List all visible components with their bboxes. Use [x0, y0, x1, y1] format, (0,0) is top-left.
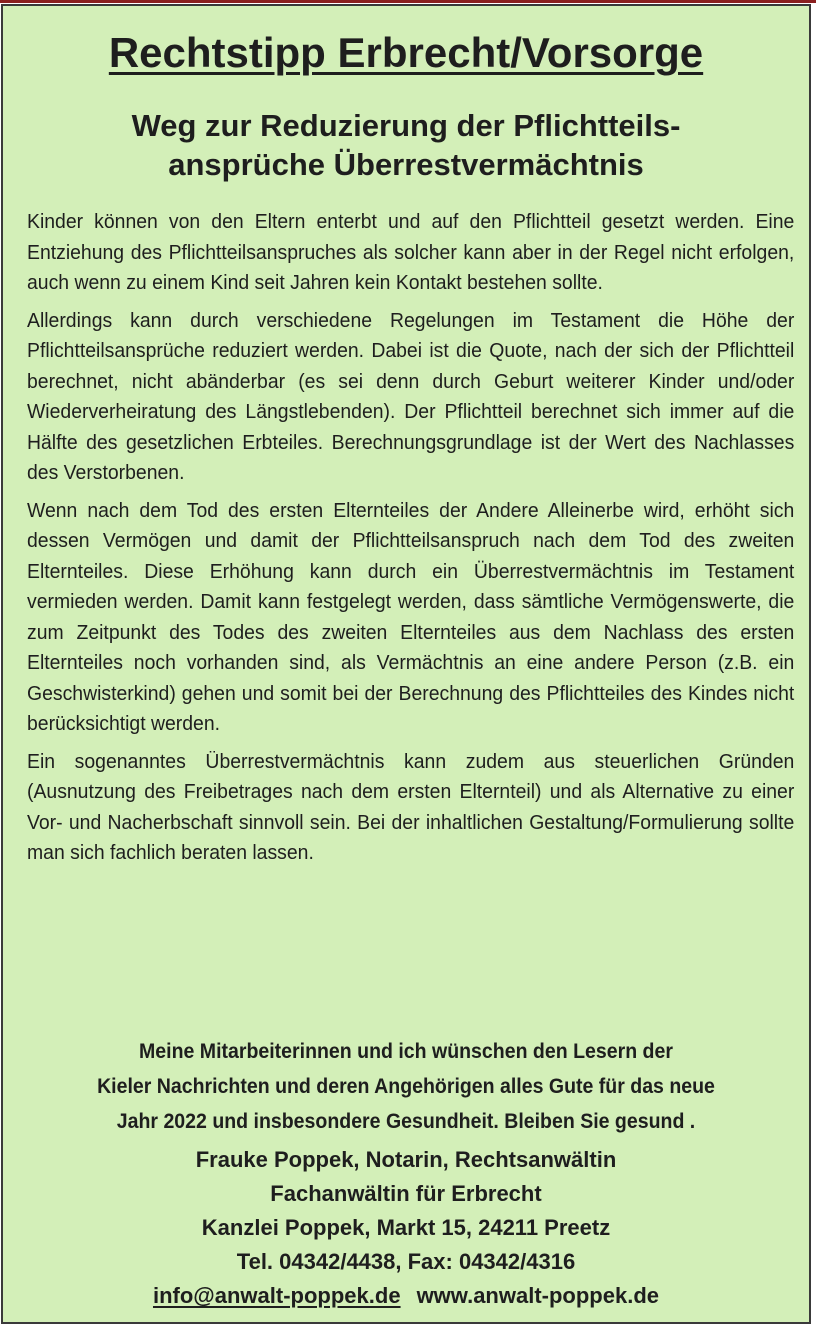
greeting-line-1: Meine Mitarbeiterinnen und ich wünschen den Lesern der — [139, 1040, 673, 1063]
new-year-greeting — [23, 1034, 789, 1139]
contact-phone-fax: Tel. 04342/4438, Fax: 04342/4316 — [236, 1249, 576, 1274]
paragraph-4: Ein sogenanntes Überrestvermächtnis kann zudem aus steuerlichen Gründen (Ausnutzung des Freibetrages nach dem ersten Elternteil) und als Alternative zu einer Vor- und Nacherbschaft sinnvoll sein. Bei der inhaltlichen Gestaltung/Formulierung sollte man sich fachlich beraten lassen. — [27, 750, 795, 864]
contact-links — [3, 1279, 809, 1313]
article-body — [27, 207, 795, 876]
greeting-line-2: Kieler Nachrichten und deren Angehörigen alles Gute für das neue — [97, 1075, 715, 1098]
greeting-line-3: Jahr 2022 und insbesondere Gesundheit. Bleiben Sie gesund . — [116, 1110, 696, 1133]
contact-specialty: Fachanwältin für Erbrecht — [270, 1181, 542, 1206]
top-rule — [0, 0, 816, 3]
email-link[interactable]: info@anwalt-poppek.de — [152, 1283, 401, 1308]
subtitle — [23, 106, 789, 184]
paragraph-2: Allerdings kann durch verschiedene Regelungen im Testament die Höhe der Pflichtteilsansprüche reduziert werden. Dabei ist die Quote, nach der sich der Pflichtteil berechnet, nicht abänderbar (es sei denn durch Geburt weiterer Kinder und/oder Wiederverheiratung des Längstlebenden). Der Pflichtteil berechnet sich immer auf die Hälfte des gesetzlichen Erbteiles. Berechnungsgrundlage ist der Wert des Nachlasses des Verstorbenen. — [27, 309, 795, 484]
contact-name: Frauke Poppek, Notarin, Rechtsanwältin — [195, 1147, 617, 1172]
paragraph-3: Wenn nach dem Tod des ersten Elternteiles der Andere Alleinerbe wird, erhöht sich dessen Vermögen und damit der Pflichtteilsanspruch nach dem Tod des zweiten Elternteiles. Diese Erhöhung kann durch ein Überrestvermächtnis im Testament vermieden werden. Damit kann festgelegt werden, dass sämtliche Vermögenswerte, die zum Zeitpunkt des Todes des zweiten Elternteiles aus dem Nachlass des ersten Elternteiles noch vorhanden sind, als Vermächtnis an eine andere Person (z.B. ein Geschwisterkind) gehen und somit bei der Berechnung des Pflichtteiles des Kindes nicht berücksichtigt werden. — [27, 499, 795, 735]
paragraph-1: Kinder können von den Eltern enterbt und auf den Pflichtteil gesetzt werden. Eine Entziehung des Pflichtteilsanspruches als solcher kann aber in der Regel nicht erfolgen, auch wenn zu einem Kind seit Jahren kein Kontakt bestehen sollte. — [27, 211, 795, 294]
subtitle-line-1: Weg zur Reduzierung der Pflichtteils- — [131, 108, 681, 143]
subtitle-line-2: ansprüche Überrestvermächtnis — [168, 147, 644, 182]
website-link[interactable]: www.anwalt-poppek.de — [416, 1283, 659, 1308]
advertisement-box — [1, 4, 811, 1324]
contact-block — [3, 1143, 809, 1313]
page-title: Rechtstipp Erbrecht/Vorsorge — [108, 29, 704, 76]
contact-address: Kanzlei Poppek, Markt 15, 24211 Preetz — [201, 1215, 611, 1240]
